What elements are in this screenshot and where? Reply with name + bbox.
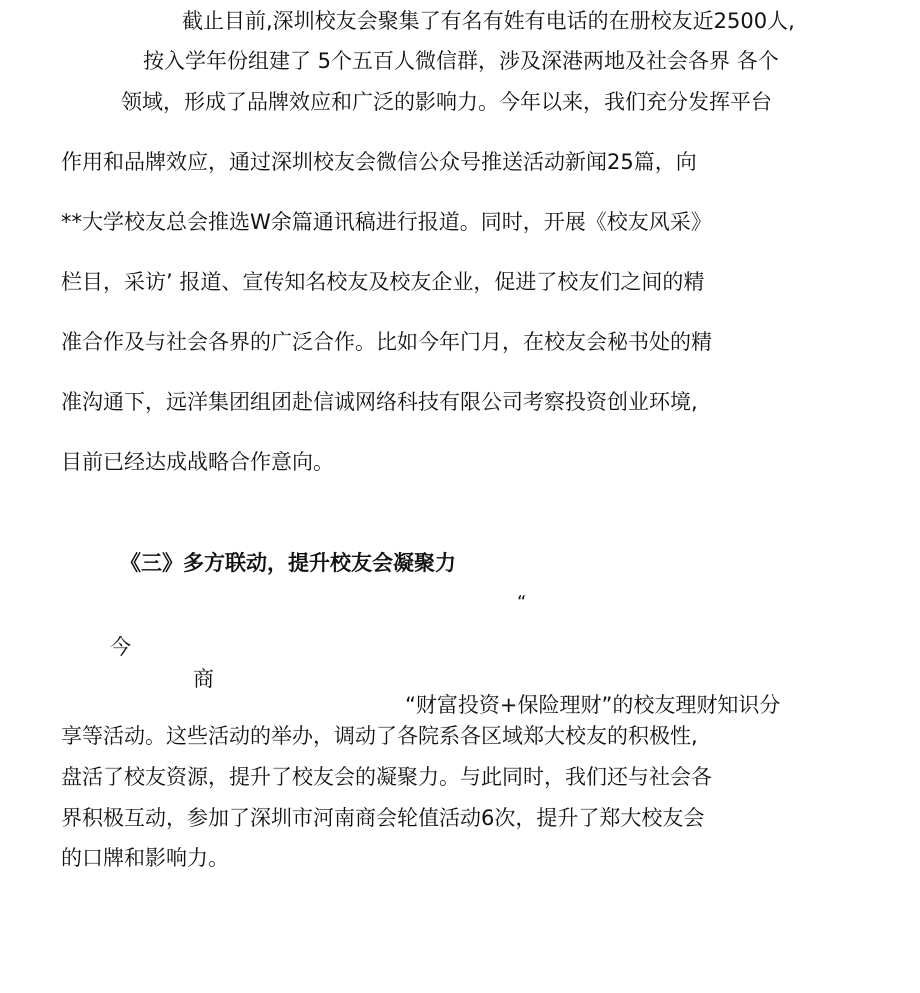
- paragraph-line: 领域，形成了品牌效应和广泛的影响力。今年以来，我们充分发挥平台: [121, 90, 772, 114]
- paragraph-line: 的口牌和影响力。: [61, 846, 229, 870]
- text-fragment: 商: [193, 667, 214, 691]
- paragraph-line: 盘活了校友资源，提升了校友会的凝聚力。与此同时，我们还与社会各: [61, 765, 712, 789]
- paragraph-line: **大学校友总会推选W余篇通讯稿进行报道。同时，开展《校友风采》: [61, 210, 712, 234]
- paragraph-line: 准沟通下，远洋集团组团赴信诚网络科技有限公司考察投资创业环境,: [61, 390, 698, 414]
- paragraph-line: 准合作及与社会各界的广泛合作。比如今年门月，在校友会秘书处的精: [61, 330, 712, 354]
- text-fragment: 今: [110, 635, 131, 659]
- paragraph-line: 截止目前,深圳校友会聚集了有名有姓有电话的在册校友近2500人,: [182, 9, 795, 33]
- paragraph-line: 享等活动。这些活动的举办，调动了各院系各区域郑大校友的积极性,: [61, 724, 698, 748]
- paragraph-line: 作用和品牌效应，通过深圳校友会微信公众号推送活动新闻25篇，向: [61, 150, 697, 174]
- stray-quote-mark: “: [517, 592, 527, 613]
- paragraph-line: 界积极互动，参加了深圳市河南商会轮值活动6次，提升了郑大校友会: [61, 806, 705, 830]
- section-heading: 《三》多方联动，提升校友会凝聚力: [120, 551, 456, 575]
- paragraph-line: “财富投资+保险理财”的校友理财知识分: [405, 693, 781, 717]
- paragraph-line: 按入学年份组建了 5个五百人微信群，涉及深港两地及社会各界 各个: [143, 49, 779, 73]
- paragraph-line: 目前已经达成战略合作意向。: [61, 450, 334, 474]
- paragraph-line: 栏目，采访’ 报道、宣传知名校友及校友企业，促进了校友们之间的精: [61, 270, 705, 294]
